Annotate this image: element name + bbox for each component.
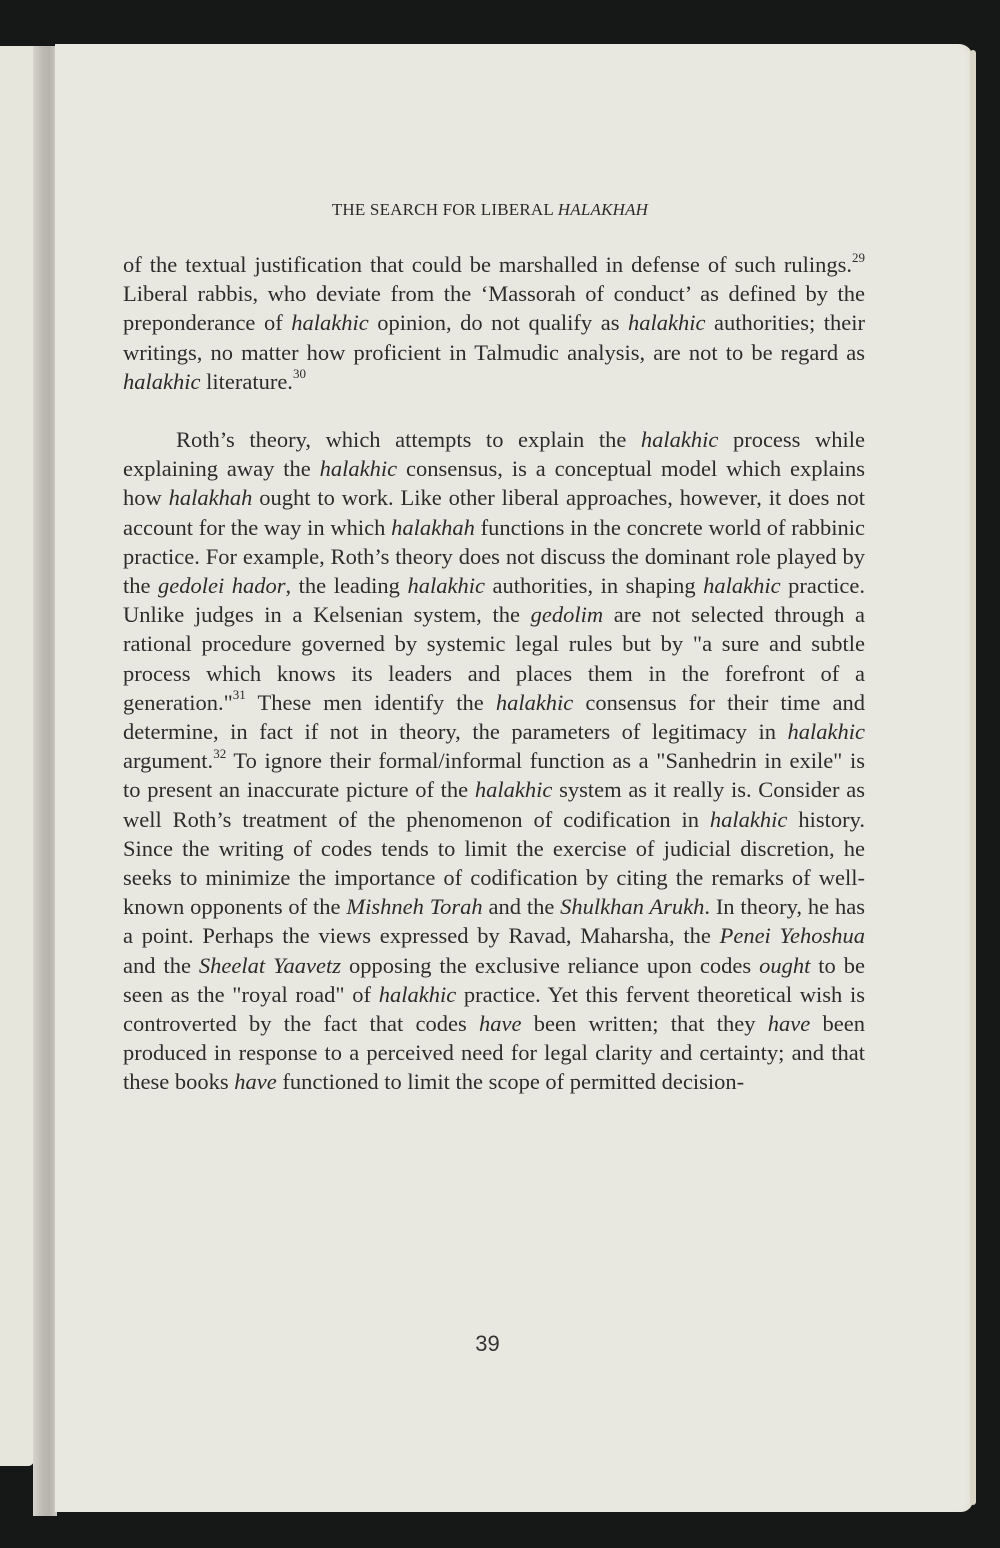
italic-term: halakhic <box>495 689 574 715</box>
italic-term: Mishneh Torah <box>346 894 483 920</box>
italic-term: halakhah <box>391 514 475 540</box>
facing-page-edge <box>0 46 34 1466</box>
book-gutter-shadow <box>33 46 57 1516</box>
page-fore-edge <box>970 50 976 1505</box>
italic-term: Shulkhan Arukh <box>560 894 705 920</box>
italic-term: halakhic <box>474 777 553 803</box>
italic-term: gedolei hador <box>158 573 286 599</box>
body-text <box>123 250 865 1097</box>
italic-term: Sheelat Yaavetz <box>198 952 341 978</box>
footnote-marker: 30 <box>292 366 306 382</box>
italic-term: halakhah <box>168 485 253 511</box>
italic-term: have <box>234 1069 277 1095</box>
running-head-italic: HALAKHAH <box>557 200 649 219</box>
running-head-roman: THE SEARCH FOR LIBERAL <box>331 200 558 219</box>
italic-term: halakhic <box>703 573 781 599</box>
italic-term: ought <box>759 952 811 978</box>
italic-term: have <box>767 1011 811 1037</box>
running-head <box>0 200 980 220</box>
italic-term: gedolim <box>530 602 604 628</box>
italic-term: halakhic <box>407 573 485 599</box>
italic-term: halakhic <box>319 456 398 482</box>
footnote-marker: 29 <box>852 249 865 265</box>
italic-term: halakhic <box>640 427 719 453</box>
paragraph: of the textual justification that could be marshalled in defense of such rulings.$^{29}$ Liberal rabbis, who deviate from the ‘Massorah of conduct’ as defined by the preponderance of halakhic opinion, do not qualify as halakhic authorities; their writings, no matter how proficient in Talmudic analysis, are not to be regard as halakhic literature.$^{30}$ <box>123 249 865 394</box>
italic-term: halakhic <box>123 368 201 394</box>
page-number: 39 <box>475 1331 500 1356</box>
italic-term: have <box>479 1011 522 1037</box>
italic-term: Penei Yehoshua <box>719 923 865 949</box>
italic-term: halakhic <box>291 310 369 336</box>
footnote-marker: 31 <box>232 687 246 703</box>
italic-term: halakhic <box>627 310 706 336</box>
paragraph: Roth’s theory, which attempts to explain the halakhic process while explaining away the halakhic consensus, is a conceptual model which explains how halakhah ought to work. Like other liberal approaches, however, it does not account for the way in which halakhah functions in the concrete world of rabbinic practice. For example, Roth’s theory does not discuss the dominant role played by the gedolei hador, the leading halakhic authorities, in shaping halakhic practice. Unlike judges in a Kelsenian system, the gedolim are not selected through a rational procedure governed by systemic legal rules but by "a sure and subtle process which knows its leaders and places them in the forefront of a generation."$^{31}$ These men identify the halakhic consensus for their time and determine, in fact if not in theory, the parameters of legitimacy in halakhic argument.$^{32}$ To ignore their formal/informal function as a "Sanhedrin in exile" is to present an inaccurate picture of the halakhic system as it really is. Consider as well Roth’s treatment of the phenomenon of codification in halakhic history. Since the writing of codes tends to limit the exercise of judicial discretion, he seeks to minimize the importance of codification by citing the remarks of well-known opponents of the Mishneh Torah and the Shulkhan Arukh. In theory, he has a point. Perhaps the views expressed by Ravad, Maharsha, the Penei Yehoshua and the Sheelat Yaavetz opposing the exclusive reliance upon codes ought to be seen as the "royal road" of halakhic practice. Yet this fervent theoretical wish is controverted by the fact that codes have been written; that they have been produced in response to a perceived need for legal clarity and certainty; and that these books have functioned to limit the scope of permitted decision- <box>123 427 865 1095</box>
italic-term: halakhic <box>709 806 788 832</box>
italic-term: halakhic <box>378 981 457 1007</box>
footnote-marker: 32 <box>213 745 227 761</box>
italic-term: halakhic <box>787 719 865 745</box>
